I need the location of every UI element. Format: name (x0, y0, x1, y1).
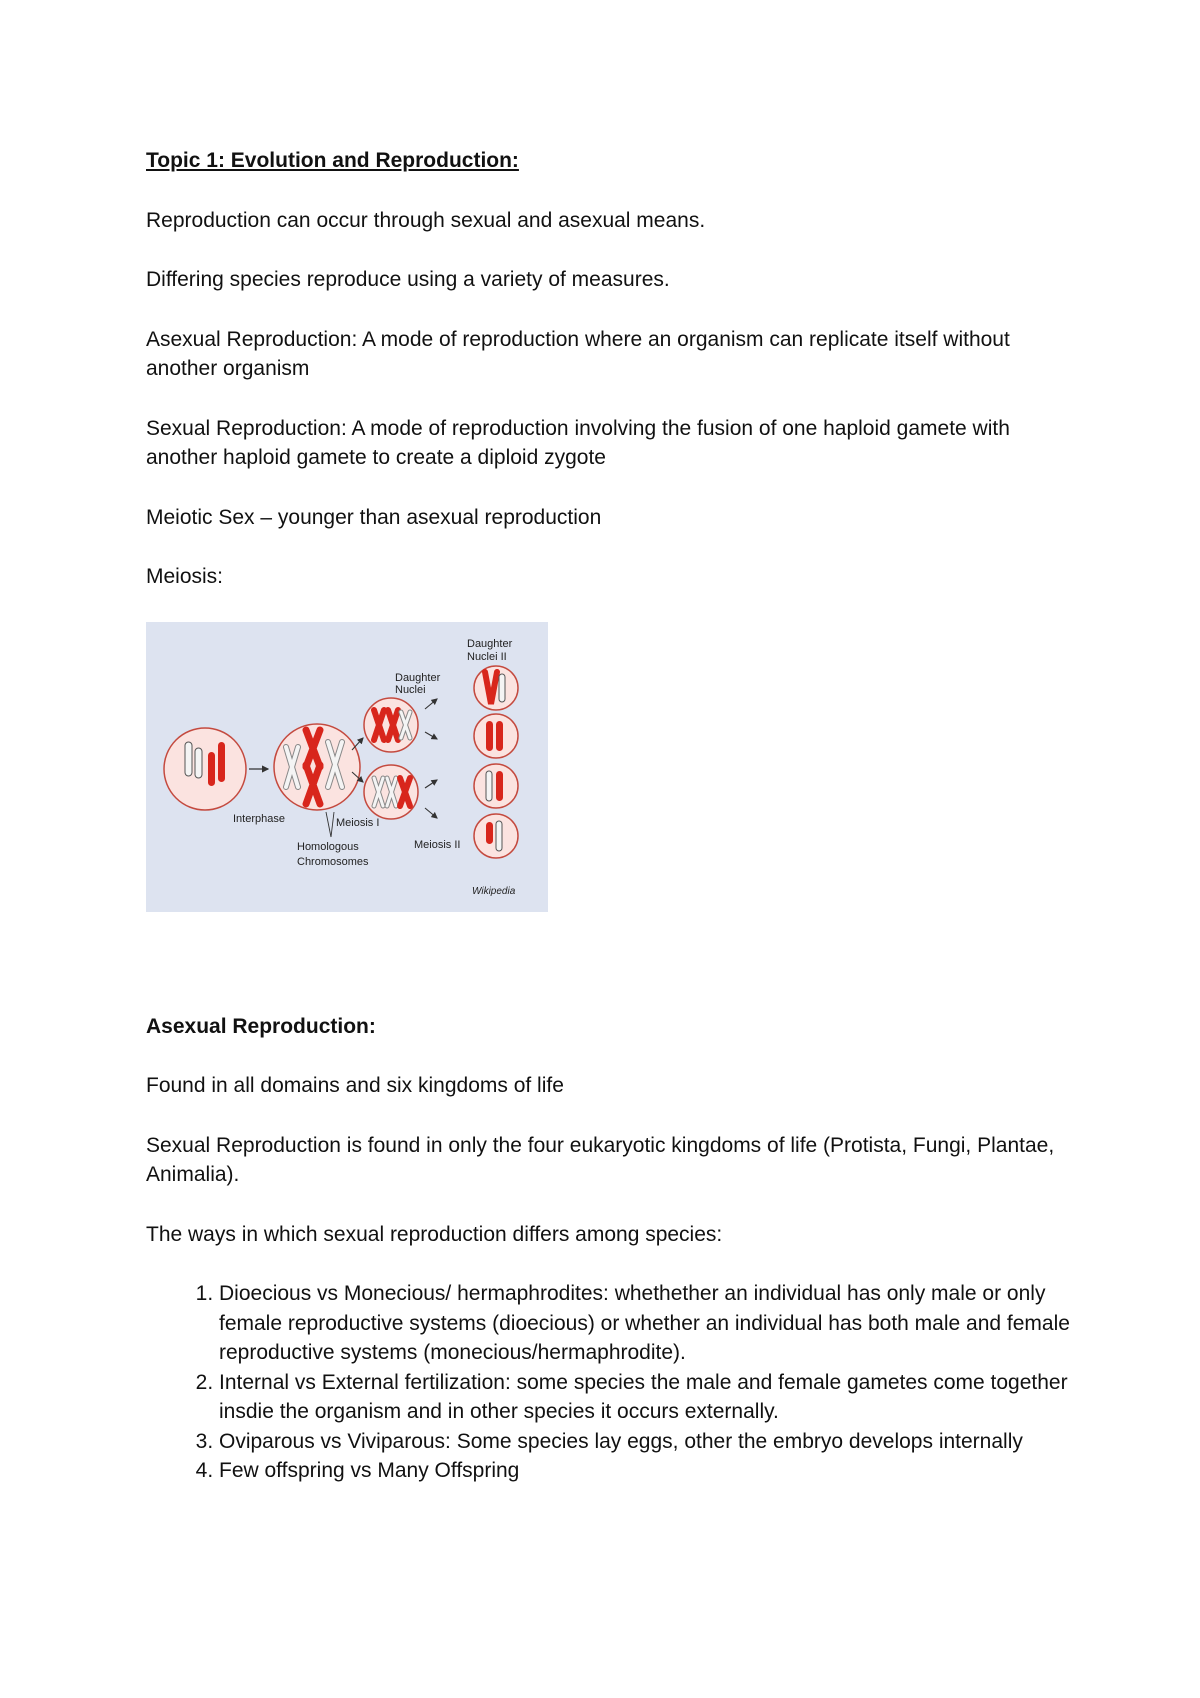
label-daughter-nuclei: Daughter (395, 671, 441, 684)
paragraph: Found in all domains and six kingdoms of life (146, 1074, 564, 1097)
label-meiosis-1: Meiosis I (336, 816, 380, 829)
asexual-heading: Asexual Reproduction: (146, 1014, 376, 1038)
list-item: 2. Internal vs External fertilization: some species the male and female gametes come together insdie the organism and in other species it occurs externally. (219, 1368, 1076, 1427)
paragraph: The ways in which sexual reproduction differs among species: (146, 1222, 723, 1246)
label-daughter-nuclei-b: Nuclei (395, 683, 426, 696)
paragraph: Reproduction can occur through sexual and asexual means. (146, 208, 706, 232)
meiosis-one-cell (274, 724, 360, 810)
daughter-nucleus-top (364, 698, 418, 752)
meiosis-label: Meiosis: (146, 565, 224, 588)
meiosis-diagram (146, 622, 548, 912)
label-meiosis-2: Meiosis II (414, 838, 461, 851)
paragraph: Asexual Reproduction: A mode of reproduction where an organism can replicate itself without another organism (146, 327, 1010, 380)
label-homologous: Homologous (297, 840, 359, 853)
list-item: 3. Oviparous vs Viviparous: Some species lay eggs, other the embryo develops internally (219, 1427, 1076, 1457)
meiosis-section (146, 562, 1076, 912)
paragraph: Sexual Reproduction is found in only the four eukaryotic kingdoms of life (Protista, Fungi, Plantae, Animalia). (146, 1133, 1055, 1186)
list-item: 1. Dioecious vs Monecious/ hermaphrodites: whethether an individual has only male or only female reproductive systems (dioecious) or whether an individual has both male and female reproductive systems (monecious/hermaphrodite). (219, 1279, 1076, 1368)
label-interphase: Interphase (233, 812, 285, 825)
daughter-nucleus-bottom (364, 765, 418, 819)
label-source: Wikipedia (472, 885, 516, 897)
interphase-cell (164, 728, 246, 810)
list-item: 4. Few offspring vs Many Offspring (219, 1456, 1076, 1486)
label-chromosomes: Chromosomes (297, 855, 369, 868)
paragraph: Differing species reproduce using a variety of measures. (146, 268, 670, 291)
document-title: Topic 1: Evolution and Reproduction: (146, 149, 519, 172)
paragraph: Sexual Reproduction: A mode of reproduction involving the fusion of one haploid gamete with another haploid gamete to create a diploid zygote (146, 416, 1010, 469)
differences-list (146, 1279, 1076, 1486)
label-daughter-nuclei-2: Daughter (467, 637, 513, 650)
paragraph: Meiotic Sex – younger than asexual reproduction (146, 505, 602, 529)
label-daughter-nuclei-2b: Nuclei II (467, 650, 507, 663)
document-body (146, 146, 1076, 1486)
